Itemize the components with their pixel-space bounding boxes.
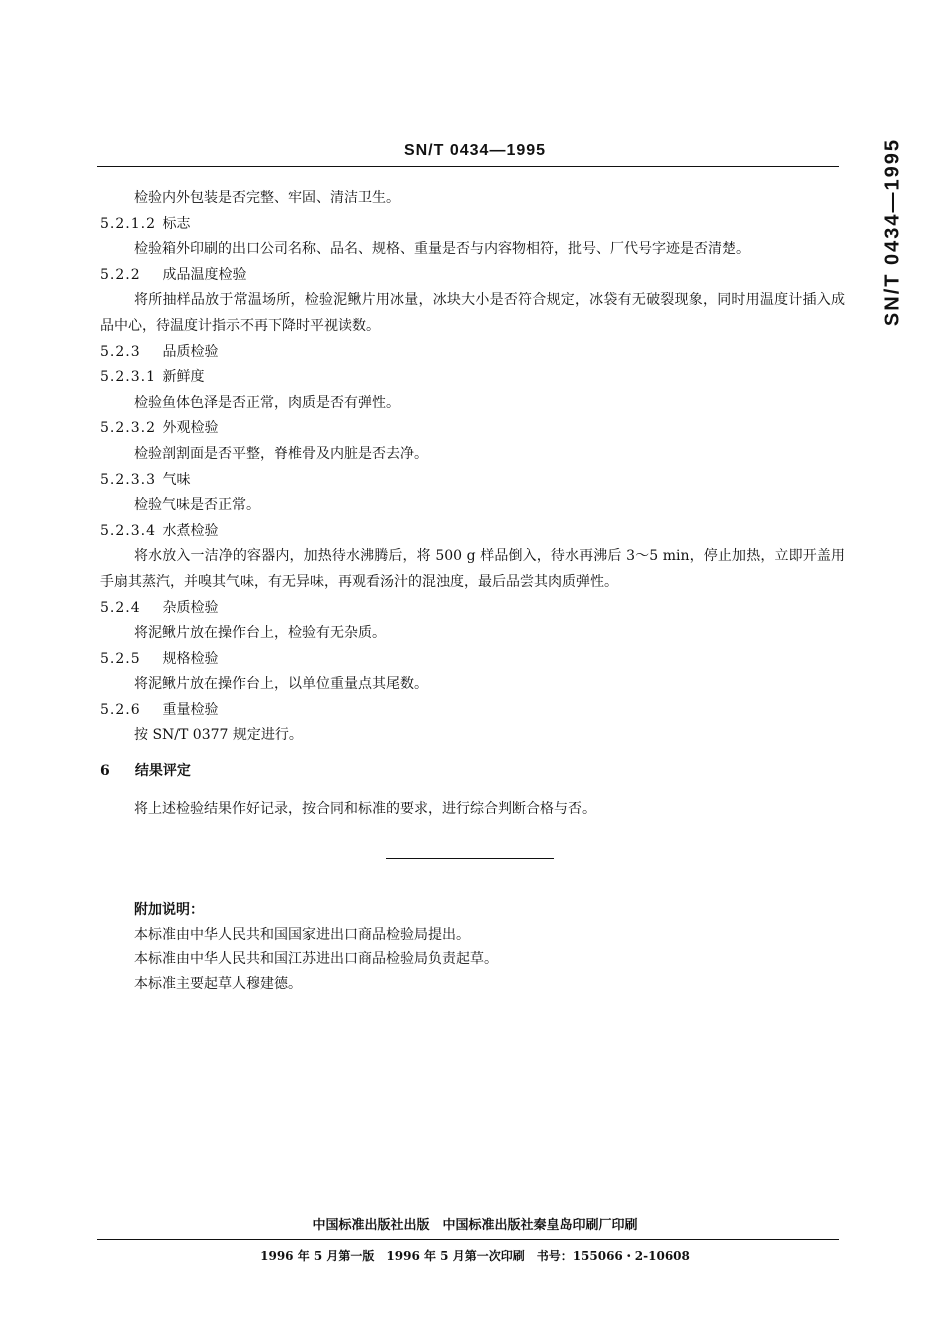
section-number: 5.2.6 — [100, 701, 141, 718]
section-title: 杂质检验 — [162, 599, 219, 616]
section-number: 5.2.1.2 — [100, 215, 156, 232]
end-divider — [386, 858, 554, 859]
boiling-check-paragraph: 将水放入一洁净的容器内，加热待水沸腾后，将 500 g 样品倒入，待水再沸后 3～5 min，停止加热，立即开盖用手扇其蒸汽，并嗅其气味，有无异味，再观看汤汁的混浊度，最后品尝其肉质弹性。 — [100, 548, 845, 590]
footer-publisher: 中国标准出版社出版 中国标准出版社秦皇岛印刷厂印刷 — [312, 1218, 638, 1233]
smell-check-text: 检验气味是否正常。 — [134, 497, 260, 514]
section-number: 5.2.2 — [100, 266, 141, 283]
section-title: 标志 — [162, 215, 191, 232]
section-number: 5.2.3.2 — [100, 420, 156, 437]
section-title: 重量检验 — [162, 701, 219, 718]
section-5-2-6-heading — [100, 698, 845, 724]
appearance-check-text: 检验剖割面是否平整，脊椎骨及内脏是否去净。 — [134, 445, 428, 462]
section-title: 规格检验 — [162, 650, 219, 667]
section-number: 5.2.3.3 — [100, 471, 156, 488]
section-title: 结果评定 — [134, 763, 191, 780]
packaging-check-text: 检验内外包装是否完整、牢固、清洁卫生。 — [134, 190, 400, 206]
section-title: 成品温度检验 — [162, 266, 247, 283]
specification-check-text: 将泥鳅片放在操作台上，以单位重量点其尾数。 — [134, 676, 428, 693]
header-rule — [97, 166, 839, 167]
side-standard-code: SN/T 0434—1995 — [881, 137, 904, 327]
section-5-2-1-2-heading — [100, 212, 845, 238]
section-5-2-3-4-heading — [100, 519, 845, 545]
section-number: 5.2.5 — [100, 650, 141, 667]
section-number: 5.2.3.4 — [100, 522, 156, 539]
additional-notes — [134, 898, 834, 996]
additional-note-line: 本标准由中华人民共和国国家进出口商品检验局提出。 — [134, 926, 470, 943]
temperature-check-paragraph: 将所抽样品放于常温场所，检验泥鳅片用冰量，冰块大小是否符合规定，冰袋有无破裂现象，同时用温度计插入成品中心，待温度计指示不再下降时平视读数。 — [100, 292, 845, 334]
section-number: 5.2.3 — [100, 343, 141, 360]
additional-note-line: 本标准由中华人民共和国江苏进出口商品检验局负责起草。 — [134, 951, 498, 967]
section-5-2-3-heading — [100, 340, 845, 366]
section-number: 5.2.3.1 — [100, 369, 156, 386]
marking-check-text: 检验箱外印刷的出口公司名称、品名、规格、重量是否与内容物相符，批号、厂代号字迹是否清楚。 — [134, 241, 750, 258]
impurity-check-text: 将泥鳅片放在操作台上，检验有无杂质。 — [134, 625, 386, 642]
additional-note-line: 本标准主要起草人穆建德。 — [134, 975, 302, 992]
section-5-2-3-2-heading — [100, 416, 845, 442]
section-5-2-2-heading — [100, 263, 845, 289]
section-5-2-3-1-heading — [100, 365, 845, 391]
section-number: 5.2.4 — [100, 599, 141, 616]
section-title: 品质检验 — [162, 343, 219, 360]
section-title: 外观检验 — [162, 420, 219, 437]
section-title: 气味 — [162, 471, 191, 488]
result-evaluation-text: 将上述检验结果作好记录，按合同和标准的要求，进行综合判断合格与否。 — [134, 800, 596, 817]
section-title: 水煮检验 — [162, 522, 219, 539]
additional-notes-title: 附加说明： — [134, 902, 204, 918]
header-standard-code: SN/T 0434—1995 — [403, 142, 547, 159]
footer-rule — [97, 1239, 839, 1240]
section-title: 新鲜度 — [162, 369, 205, 386]
weight-check-text: 按 SN/T 0377 规定进行。 — [134, 727, 303, 744]
footer-print-info: 1996 年 5 月第一版 1996 年 5 月第一次印刷 书号：155066・2-10608 — [260, 1249, 690, 1263]
section-number: 6 — [100, 763, 111, 780]
section-5-2-5-heading — [100, 647, 845, 673]
section-5-2-3-3-heading — [100, 468, 845, 494]
section-6-heading — [100, 759, 845, 785]
section-5-2-4-heading — [100, 596, 845, 622]
freshness-check-text: 检验鱼体色泽是否正常，肉质是否有弹性。 — [134, 394, 400, 411]
document-body — [100, 186, 845, 822]
